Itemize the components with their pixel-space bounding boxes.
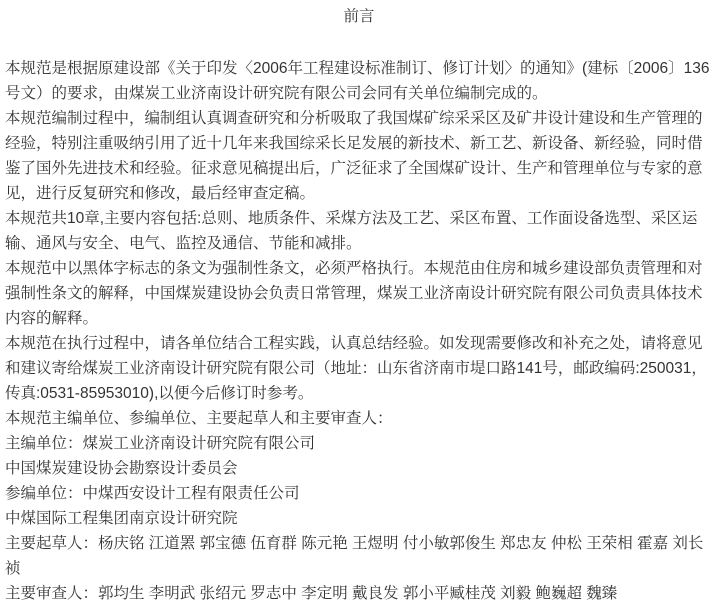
paragraph-participating-unit: 参编单位：中煤西安设计工程有限责任公司 xyxy=(5,485,300,502)
paragraph-drafting-process: 本规范编制过程中，编制组认真调查研究和分析吸取了我国煤矿综采采区及矿井设计建设和生产管理的经验，特别注重吸纳引用了近十几年来我国综采长足发展的新技术、新工艺、新设备、新经验，同时借鉴了国外先进技术和经验。征求意见稿提出后，广泛征求了全国煤矿设计、生产和管理单位与专家的意见，进行反复研究和修改，最后经审查定稿。 xyxy=(5,110,703,202)
paragraph-contents-overview: 本规范共10章,主要内容包括:总则、地质条件、采煤方法及工艺、采区布置、工作面设备选型、采区运输、通风与安全、电气、监控及通信、节能和减排。 xyxy=(5,210,698,252)
document-body xyxy=(5,56,713,606)
paragraph-feedback-address: 本规范在执行过程中，请各单位结合工程实践，认真总结经验。如发现需要修改和补充之处，请将意见和建议寄给煤炭工业济南设计研究院有限公司（地址：山东省济南市堤口路141号，邮政编码:250031，传真:0531-85953010),以便今后修订时参考。 xyxy=(5,335,707,402)
paragraph-credits-intro: 本规范主编单位、参编单位、主要起草人和主要审查人： xyxy=(5,410,393,427)
paragraph-chief-editing-unit-2: 中国煤炭建设协会勘察设计委员会 xyxy=(5,460,238,477)
page-title: 前言 xyxy=(343,8,375,25)
paragraph-chief-editing-unit: 主编单位：煤炭工业济南设计研究院有限公司 xyxy=(5,435,316,452)
paragraph-chief-drafters: 主要起草人：杨庆铭 江道罴 郭宝德 伍育群 陈元艳 王煜明 付小敏郭俊生 郑忠友 仲松 王荣相 霍嘉 刘长祯 xyxy=(5,535,704,577)
paragraph-scope-basis: 本规范是根据原建设部《关于印发〈2006年工程建设标准制订、修订计划〉的通知》(建标〔2006〕136号文）的要求，由煤炭工业济南设计研究院有限公司会同有关单位编制完成的。 xyxy=(5,60,710,102)
paragraph-participating-unit-2: 中煤国际工程集团南京设计研究院 xyxy=(5,510,238,527)
paragraph-mandatory-clauses: 本规范中以黑体字标志的条文为强制性条文，必须严格执行。本规范由住房和城乡建设部负责管理和对强制性条文的解释，中国煤炭建设协会负责日常管理，煤炭工业济南设计研究院有限公司负责具体技术内容的解释。 xyxy=(5,260,703,327)
paragraph-chief-reviewers: 主要审查人：郭均生 李明武 张绍元 罗志中 李定明 戴良发 郭小平臧桂茂 刘毅 鲍巍超 魏臻 xyxy=(5,585,618,602)
